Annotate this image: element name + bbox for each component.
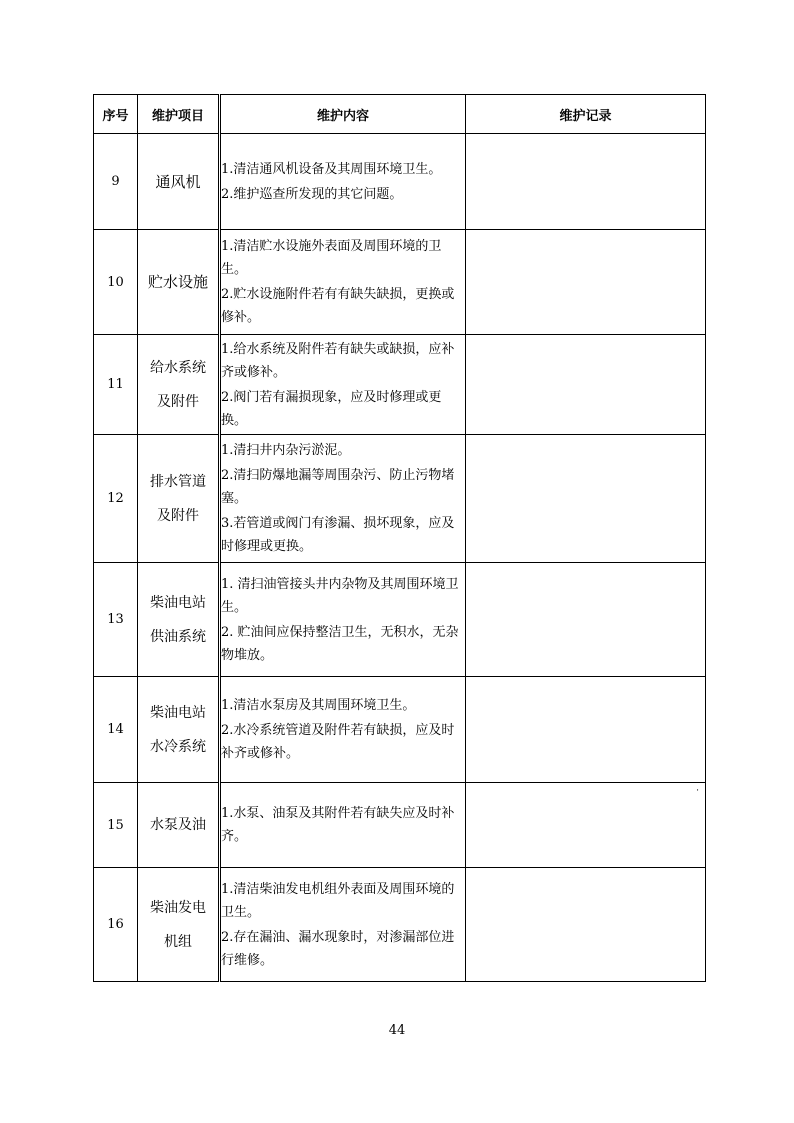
item-line: 柴油电站 bbox=[150, 594, 206, 611]
row-number: 11 bbox=[94, 335, 138, 435]
maintenance-content bbox=[220, 868, 466, 982]
header-no: 序号 bbox=[94, 95, 138, 134]
table-row bbox=[94, 677, 706, 783]
maintenance-item bbox=[138, 783, 220, 868]
maintenance-content bbox=[220, 677, 466, 783]
maintenance-record bbox=[466, 230, 706, 335]
page-number: 44 bbox=[388, 1023, 406, 1038]
maintenance-item bbox=[138, 230, 220, 335]
row-number: 12 bbox=[94, 435, 138, 563]
table-row bbox=[94, 134, 706, 230]
content-line: 1.清洁柴油发电机组外表面及周围环境的卫生。 bbox=[221, 881, 455, 920]
table-row bbox=[94, 563, 706, 677]
maintenance-item bbox=[138, 677, 220, 783]
item-line: 及附件 bbox=[157, 507, 199, 524]
maintenance-table bbox=[93, 94, 706, 982]
item-line: 机组 bbox=[164, 933, 192, 950]
content-line: 2.清扫防爆地漏等周围杂污、防止污物堵塞。 bbox=[221, 468, 455, 506]
maintenance-record bbox=[466, 783, 706, 868]
content-line: 3.若管道或阀门有渗漏、损坏现象，应及时修理或更换。 bbox=[221, 516, 455, 554]
row-number: 14 bbox=[94, 677, 138, 783]
item-line: 及附件 bbox=[157, 393, 199, 410]
item-line: 水冷系统 bbox=[150, 738, 206, 755]
record-dot-mark: · bbox=[696, 786, 699, 796]
maintenance-item bbox=[138, 134, 220, 230]
content-line: 1.清洁贮水设施外表面及周围环境的卫生。 bbox=[221, 239, 442, 277]
header-record: 维护记录 bbox=[466, 95, 706, 134]
maintenance-content bbox=[220, 230, 466, 335]
maintenance-item bbox=[138, 868, 220, 982]
maintenance-record bbox=[466, 134, 706, 230]
maintenance-content bbox=[220, 435, 466, 563]
content-line: 1.给水系统及附件若有缺失或缺损，应补齐或修补。 bbox=[221, 341, 455, 380]
item-line: 供油系统 bbox=[150, 628, 206, 645]
maintenance-content bbox=[220, 335, 466, 435]
content-line: 1.清洁通风机设备及其周围环境卫生。 bbox=[221, 161, 442, 177]
maintenance-record bbox=[466, 868, 706, 982]
maintenance-item bbox=[138, 563, 220, 677]
table-header-row bbox=[94, 95, 706, 134]
table-row bbox=[94, 230, 706, 335]
item-line: 通风机 bbox=[155, 172, 201, 191]
table-row bbox=[94, 335, 706, 435]
maintenance-content bbox=[220, 134, 466, 230]
content-line: 1.水泵、油泵及其附件若有缺失应及时补齐。 bbox=[221, 806, 455, 844]
maintenance-record bbox=[466, 335, 706, 435]
maintenance-record bbox=[466, 677, 706, 783]
item-line: 柴油电站 bbox=[150, 704, 206, 721]
maintenance-item bbox=[138, 435, 220, 563]
row-number: 15 bbox=[94, 783, 138, 868]
maintenance-content bbox=[220, 563, 466, 677]
content-line: 2.存在漏油、漏水现象时，对渗漏部位进行维修。 bbox=[221, 929, 455, 968]
content-line: 2.贮水设施附件若有有缺失缺损，更换或修补。 bbox=[221, 287, 455, 325]
content-line: 2.阀门若有漏损现象，应及时修理或更换。 bbox=[221, 389, 442, 428]
content-line: 2. 贮油间应保持整洁卫生，无积水，无杂物堆放。 bbox=[221, 624, 459, 663]
row-number: 16 bbox=[94, 868, 138, 982]
content-line: 2.水冷系统管道及附件若有缺损，应及时补齐或修补。 bbox=[221, 723, 455, 761]
row-number: 9 bbox=[94, 134, 138, 230]
item-line: 柴油发电 bbox=[150, 899, 206, 916]
table-row bbox=[94, 435, 706, 563]
content-line: 1.清扫井内杂污淤泥。 bbox=[221, 443, 351, 458]
item-line: 排水管道 bbox=[150, 473, 206, 490]
table-row bbox=[94, 868, 706, 982]
item-line: 给水系统 bbox=[150, 359, 206, 376]
content-line: 1.清洁水泵房及其周围环境卫生。 bbox=[221, 698, 416, 713]
maintenance-content bbox=[220, 783, 466, 868]
content-line: 2.维护巡查所发现的其它问题。 bbox=[221, 186, 403, 202]
item-line: 贮水设施 bbox=[147, 273, 208, 291]
header-content: 维护内容 bbox=[220, 95, 466, 134]
row-number: 10 bbox=[94, 230, 138, 335]
row-number: 13 bbox=[94, 563, 138, 677]
item-line: 水泵及油 bbox=[150, 817, 206, 833]
content-line: 1. 清扫油管接头井内杂物及其周围环境卫生。 bbox=[221, 576, 459, 615]
maintenance-record bbox=[466, 563, 706, 677]
header-item: 维护项目 bbox=[138, 95, 220, 134]
table-row bbox=[94, 783, 706, 868]
maintenance-record bbox=[466, 435, 706, 563]
maintenance-item bbox=[138, 335, 220, 435]
